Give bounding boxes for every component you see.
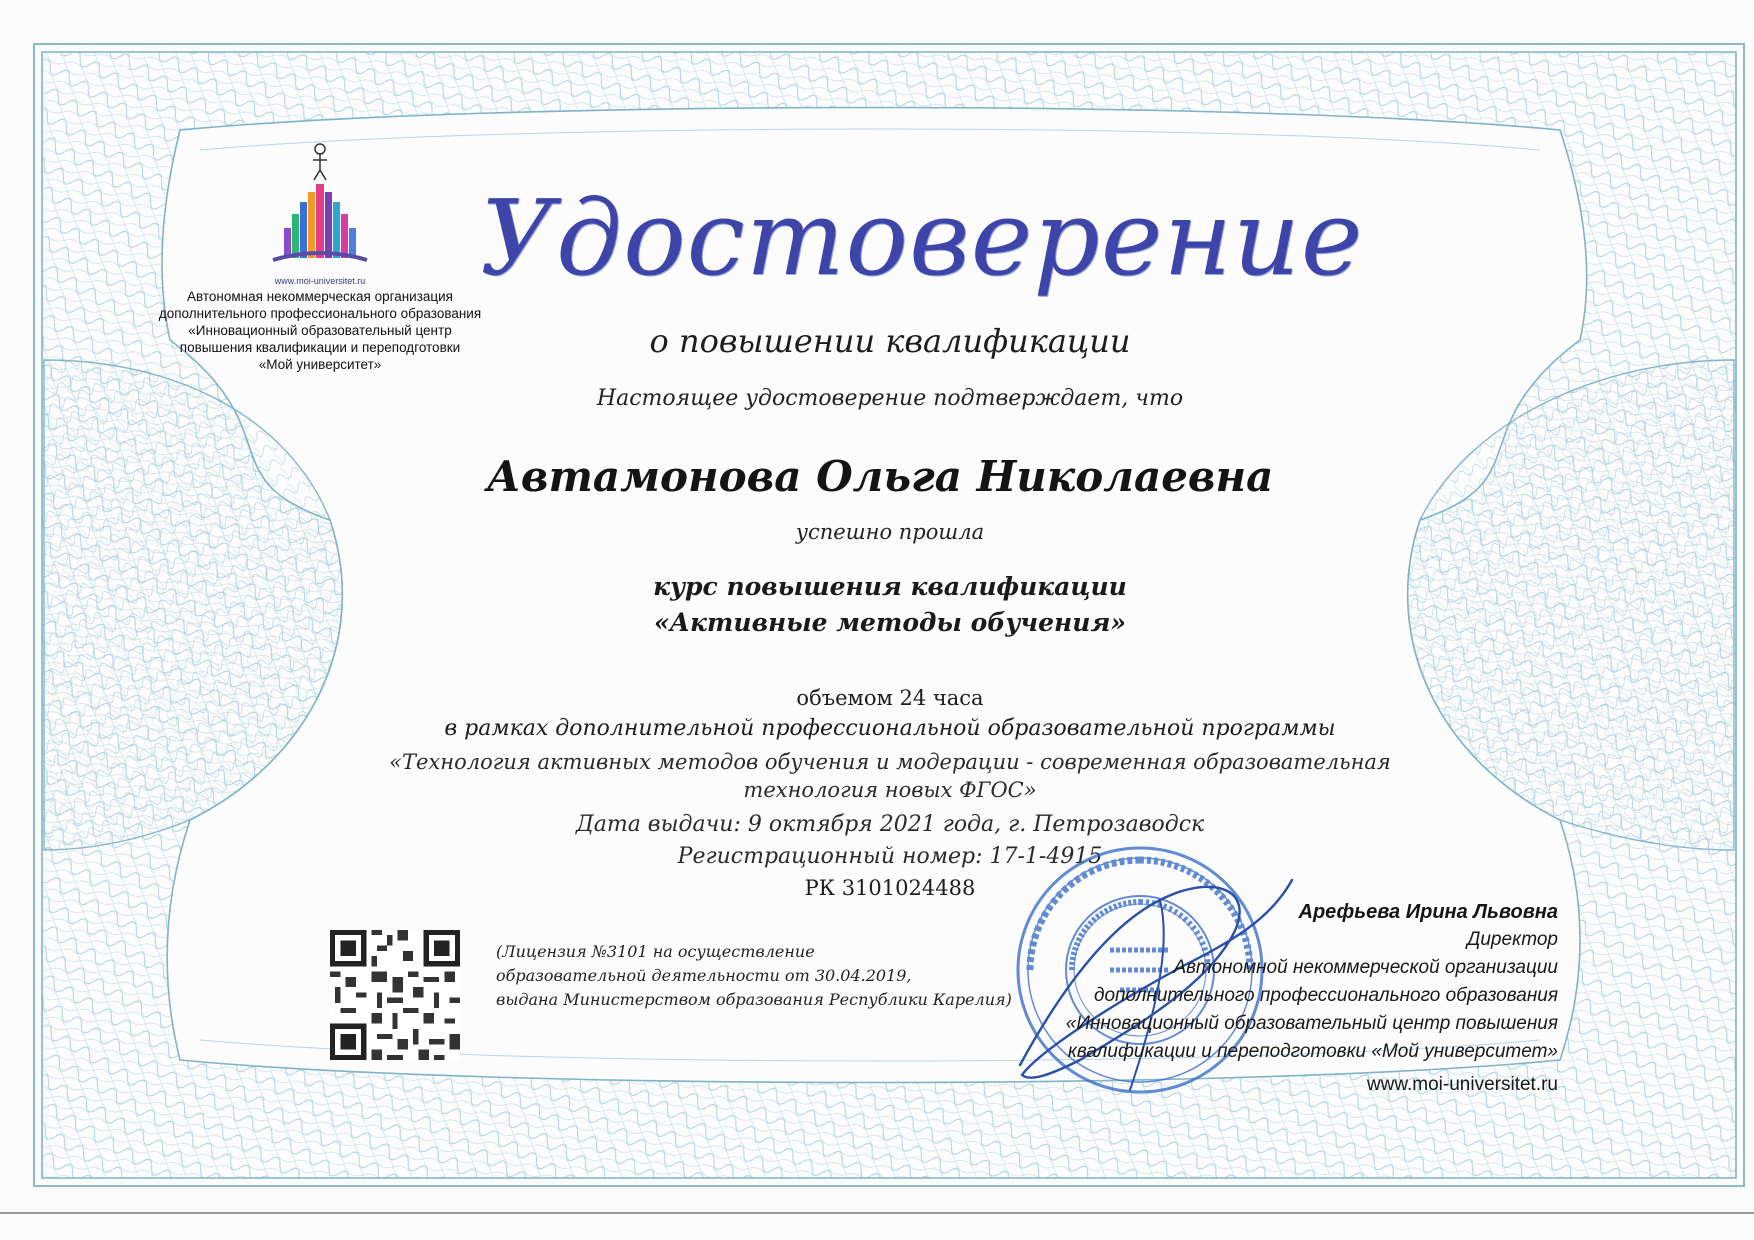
course-name: «Активные методы обучения» xyxy=(654,608,1126,637)
recipient-name: Автамонова Ольга Николаевна xyxy=(486,452,1274,501)
certificate-title: Удостоверение xyxy=(480,177,1364,299)
university-logo-icon xyxy=(265,140,375,272)
certificate-subtitle: о повышении квалификации xyxy=(649,322,1131,360)
issue-date: Дата выдачи: 9 октября 2021 года, г. Петрозаводск xyxy=(575,812,1205,837)
program-framework: в рамках дополнительной профессиональной образовательной программы xyxy=(444,716,1336,741)
qr-code-icon xyxy=(330,930,460,1060)
registration-number: Регистрационный номер: 17-1-4915 xyxy=(677,844,1103,869)
signatory-block xyxy=(938,898,1558,1096)
logo-block xyxy=(150,140,490,373)
license-note: (Лицензия №3101 на осуществление образовательной деятельности от 30.04.2019, выдана Министерством образования Республики Карелия) xyxy=(496,942,1012,1009)
signatory-position: Директор Автономной некоммерческой организации дополнительного профессионального образования «Инновационный образовательный центр повышения квалификации и переподготовки «Мой университет» xyxy=(1065,929,1558,1062)
course-type: курс повышения квалификации xyxy=(653,572,1127,601)
logo-url: www.moi-universitet.ru xyxy=(274,276,366,286)
program-name: «Технология активных методов обучения и модерации - современная образовательная технология новых ФГОС» xyxy=(389,750,1391,802)
rk-number: РК 3101024488 xyxy=(804,876,976,900)
course-volume: объемом 24 часа xyxy=(796,686,984,710)
confirmation-text: Настоящее удостоверение подтверждает, что xyxy=(596,386,1184,411)
website-link[interactable]: www.moi-universitet.ru xyxy=(1366,1074,1558,1095)
completed-text: успешно прошла xyxy=(795,520,985,544)
logo-org-name: Автономная некоммерческая организация дополнительного профессионального образования «Инновационный образовательный центр повышения квалификации и переподготовки «Мой университет» xyxy=(158,289,482,372)
signatory-name: Арефьева Ирина Львовна xyxy=(1298,901,1558,923)
page-edge-divider xyxy=(0,1212,1754,1214)
